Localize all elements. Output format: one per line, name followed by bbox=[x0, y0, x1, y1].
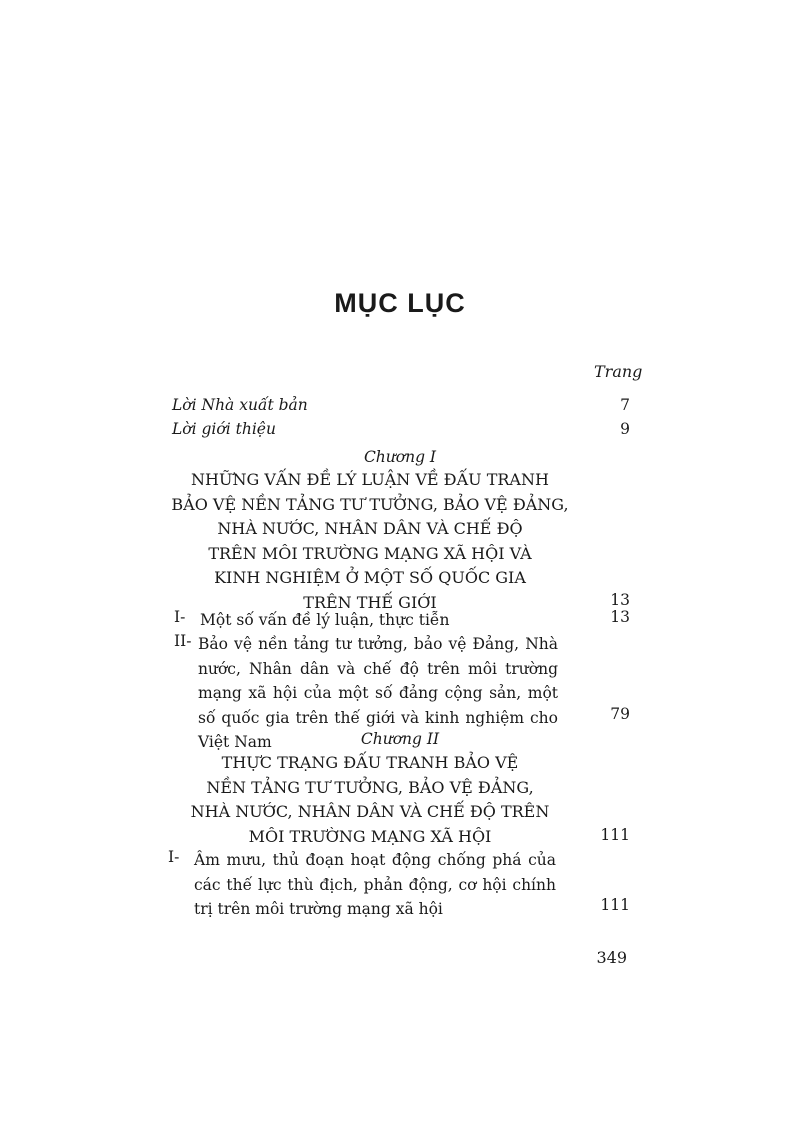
toc-entry-page: 9 bbox=[620, 420, 630, 438]
page-title: MỤC LỤC bbox=[334, 288, 466, 318]
chapter-title-line: NHÀ NƯỚC, NHÂN DÂN VÀ CHẾ ĐỘ TRÊN bbox=[190, 802, 550, 821]
chapter-title-line: THỰC TRẠNG ĐẤU TRANH BẢO VỆ bbox=[221, 753, 519, 772]
section-page: 79 bbox=[610, 705, 630, 723]
chapter-2-label: Chương II bbox=[360, 730, 440, 748]
section-number: I- bbox=[168, 848, 180, 866]
chapter-title-line: NHỮNG VẤN ĐỀ LÝ LUẬN VỀ ĐẤU TRANH bbox=[191, 470, 549, 489]
chapter-2-page: 111 bbox=[600, 826, 630, 844]
section-number: I- bbox=[174, 608, 186, 626]
chapter-title-line: NHÀ NƯỚC, NHÂN DÂN VÀ CHẾ ĐỘ bbox=[217, 519, 523, 538]
chapter-title-line: TRÊN THẾ GIỚI bbox=[303, 592, 437, 612]
section-page: 111 bbox=[600, 896, 630, 914]
chapter-title-line: BẢO VỆ NỀN TẢNG TƯ TƯỞNG, BẢO VỆ ĐẢNG, bbox=[171, 494, 569, 514]
chapter-1-page: 13 bbox=[610, 591, 630, 609]
chapter-title-line: KINH NGHIỆM Ở MỘT SỐ QUỐC GIA bbox=[214, 568, 526, 587]
section-text: Âm mưu, thủ đoạn hoạt động chống phá của các thế lực thù địch, phản động, cơ hội chính trị trên môi trường mạng xã hội bbox=[194, 851, 556, 918]
page-column-header: Trang bbox=[594, 362, 643, 381]
section-number: II- bbox=[174, 632, 192, 650]
chapter-title-line: TRÊN MÔI TRƯỜNG MẠNG XÃ HỘI VÀ bbox=[208, 543, 532, 563]
toc-entry-label: Lời giới thiệu bbox=[172, 420, 276, 438]
section-page: 13 bbox=[610, 608, 630, 626]
section-text: Một số vấn đề lý luận, thực tiễn bbox=[200, 611, 450, 629]
chapter-title-line: MÔI TRƯỜNG MẠNG XÃ HỘI bbox=[248, 826, 492, 846]
chapter-1-label: Chương I bbox=[363, 448, 437, 466]
chapter-2-title bbox=[160, 751, 580, 849]
chapter-1-title bbox=[160, 468, 580, 615]
chapter-title-line: NỀN TẢNG TƯ TƯỞNG, BẢO VỆ ĐẢNG, bbox=[206, 777, 534, 797]
toc-entry-page: 7 bbox=[620, 396, 630, 414]
toc-entry-label: Lời Nhà xuất bản bbox=[172, 396, 308, 414]
section-text: Bảo vệ nền tảng tư tưởng, bảo vệ Đảng, Nhà nước, Nhân dân và chế độ trên môi trường mạng xã hội của một số đảng cộng sản, một số quốc gia trên thế giới và kinh nghiệm cho Việt Nam bbox=[198, 635, 558, 751]
page-number: 349 bbox=[596, 948, 627, 967]
